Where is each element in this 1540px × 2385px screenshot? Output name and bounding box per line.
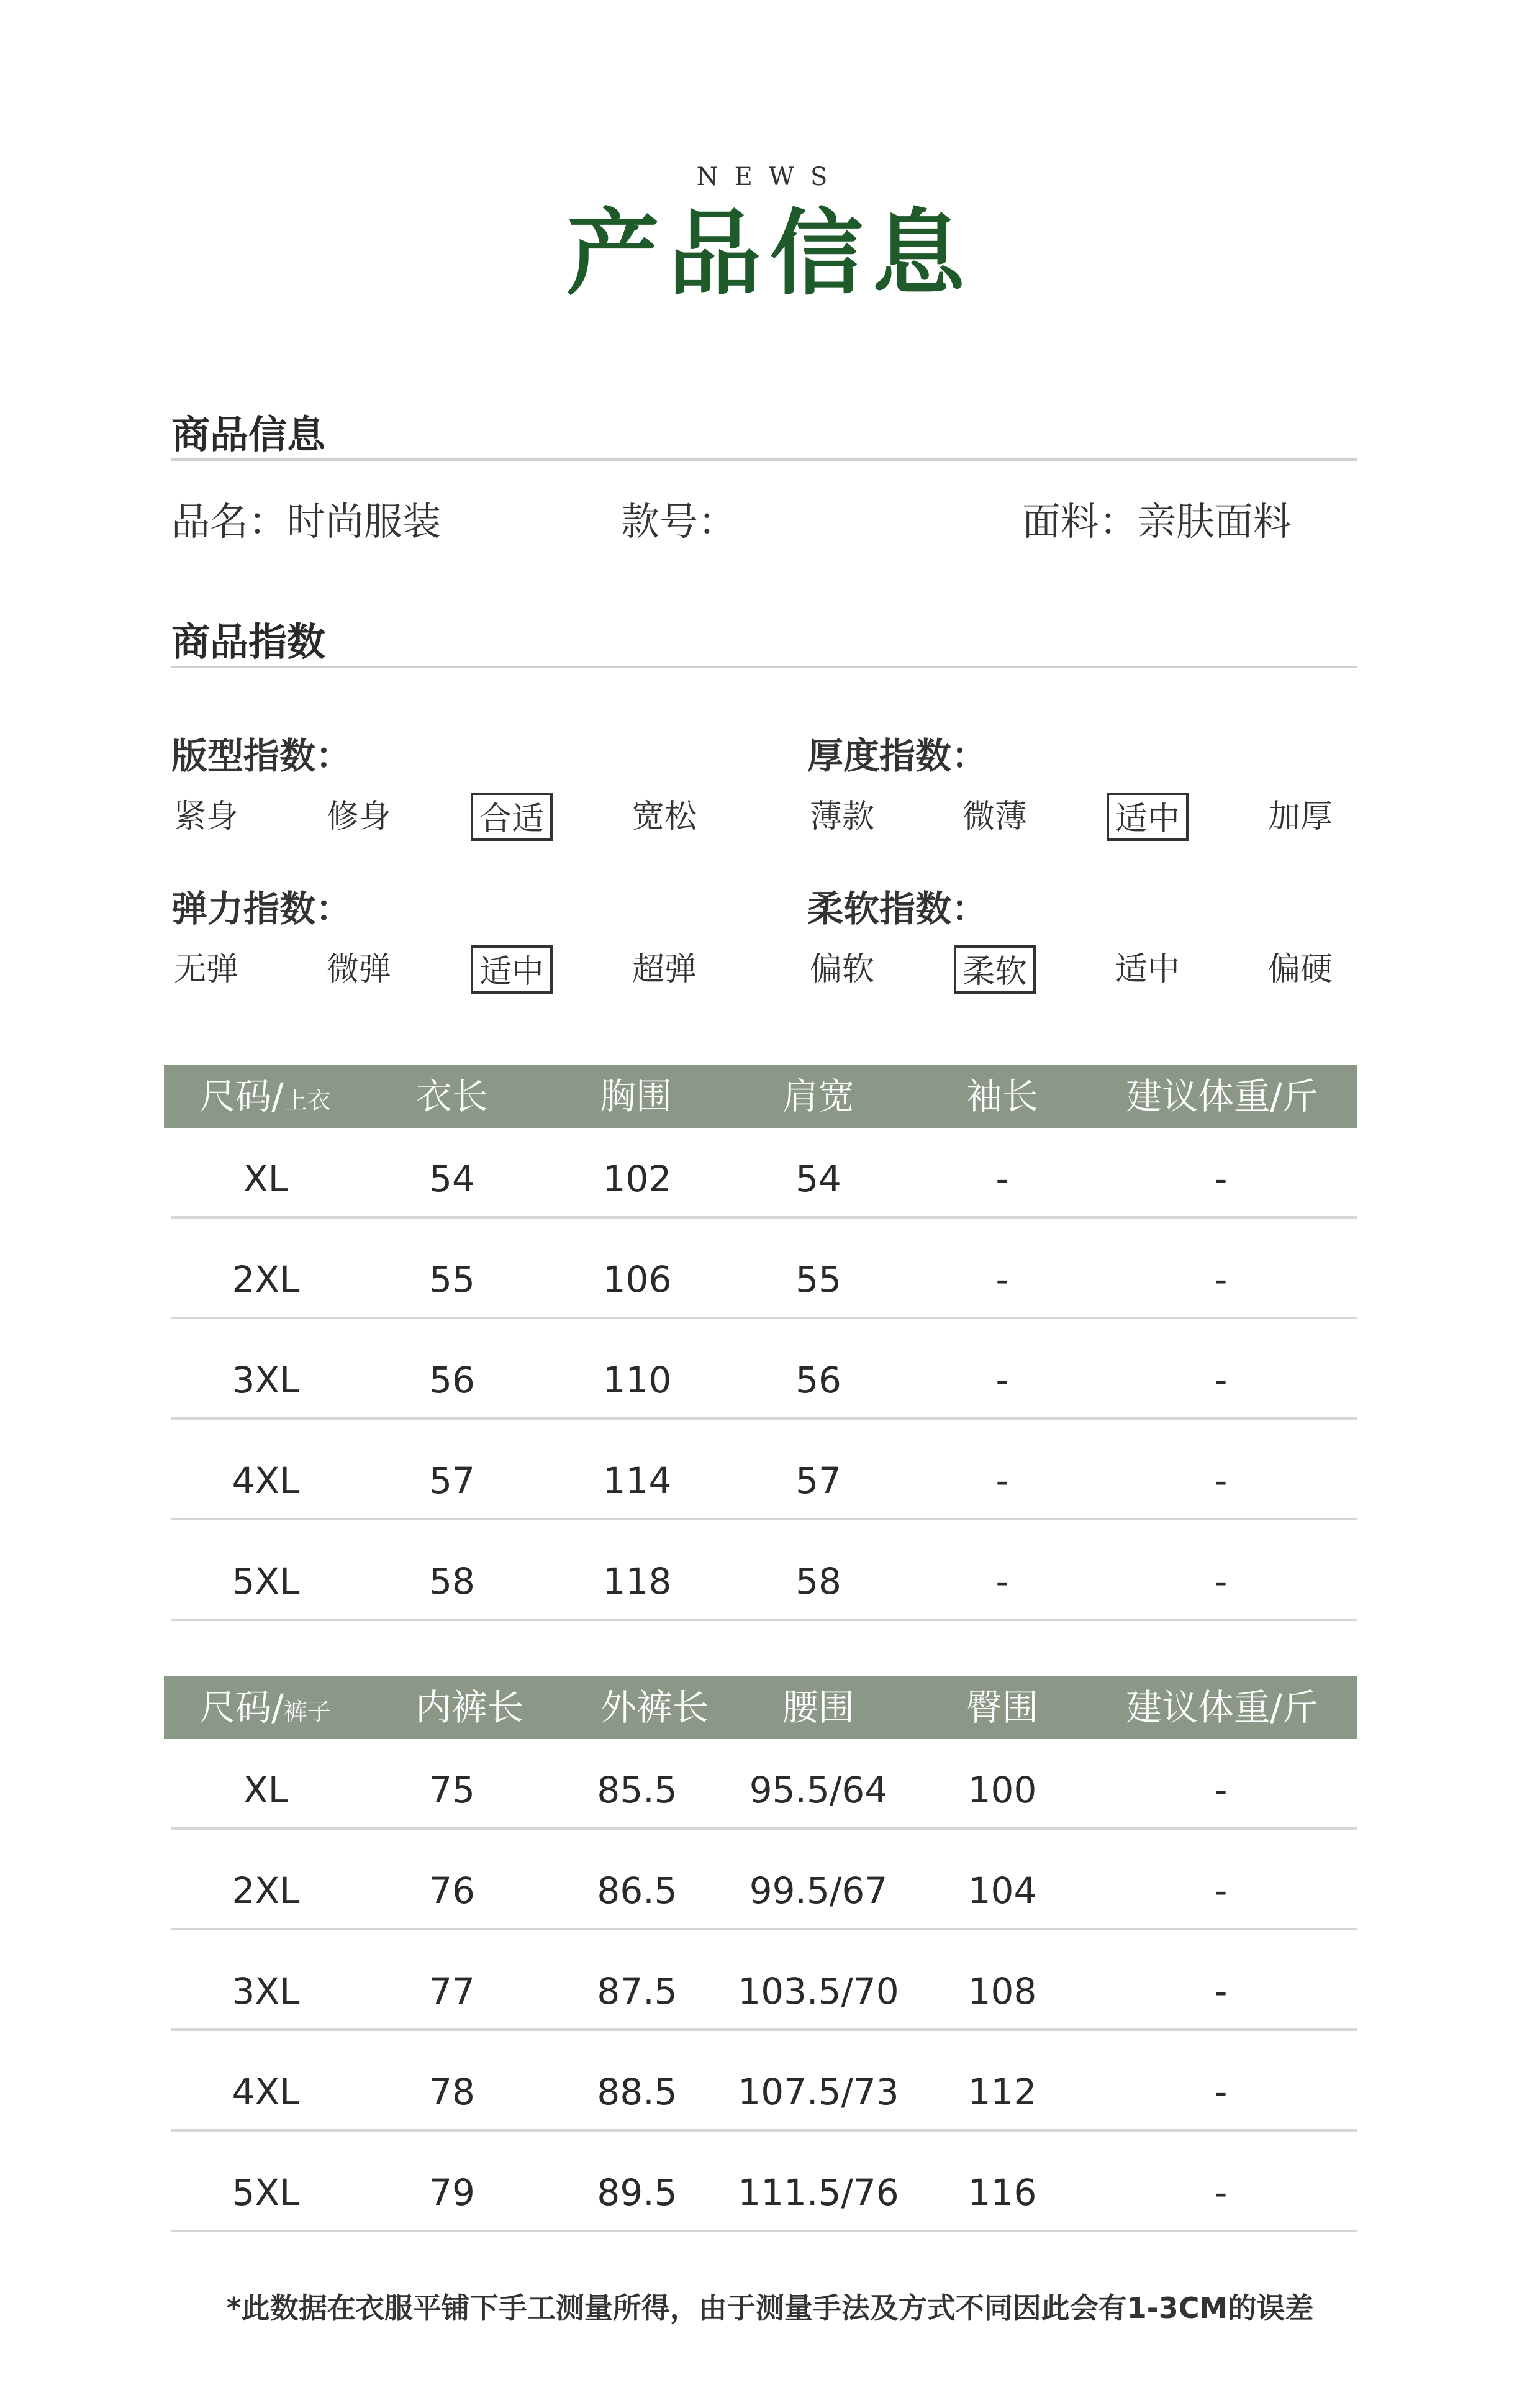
size-cell: XL <box>243 1158 289 1200</box>
column-header: 内裤长 <box>415 1686 523 1729</box>
table-cell: 56 <box>429 1359 475 1401</box>
index-option: 无弹 <box>173 951 238 988</box>
table-cell: - <box>1214 1258 1228 1301</box>
table-cell: - <box>995 1460 1009 1502</box>
table-cell: - <box>1214 1769 1228 1811</box>
table-cell: 110 <box>602 1359 672 1401</box>
row-divider <box>171 1928 1357 1930</box>
column-header: 臀围 <box>966 1686 1038 1729</box>
column-header: 建议体重/斤 <box>1126 1686 1318 1729</box>
index-option: 修身 <box>326 798 391 835</box>
table-cell: 57 <box>429 1460 475 1502</box>
index-group-title: 版型指数： <box>171 735 352 777</box>
index-option: 宽松 <box>632 798 697 835</box>
index-option: 薄款 <box>809 798 874 835</box>
index-option: 微薄 <box>962 798 1027 835</box>
size-cell: 2XL <box>232 1258 300 1301</box>
size-cell: XL <box>243 1769 289 1811</box>
size-cell: 3XL <box>232 1970 300 2012</box>
table-cell: 79 <box>429 2171 475 2214</box>
index-group-title: 柔软指数： <box>807 888 988 930</box>
table-cell: 54 <box>429 1158 475 1200</box>
index-option: 紧身 <box>173 798 238 835</box>
column-header: 肩宽 <box>782 1075 854 1117</box>
table-cell: 107.5/73 <box>738 2071 899 2113</box>
index-option-selected: 柔软 <box>954 945 1036 994</box>
table-cell: 103.5/70 <box>738 1970 899 2012</box>
column-header: 袖长 <box>966 1075 1038 1117</box>
table-cell: - <box>995 1359 1009 1401</box>
table-cell: 76 <box>429 1869 475 1912</box>
size-cell: 4XL <box>232 2071 300 2113</box>
table-cell: - <box>1214 1359 1228 1401</box>
row-divider <box>171 1619 1357 1621</box>
product-index-title: 商品指数 <box>171 619 326 665</box>
pants-table-header <box>164 1676 1357 1739</box>
divider <box>171 666 1357 668</box>
table-cell: 75 <box>429 1769 475 1811</box>
table-cell: - <box>995 1258 1009 1301</box>
product-info-title: 商品信息 <box>171 412 326 457</box>
column-header: 建议体重/斤 <box>1126 1075 1318 1117</box>
size-column-header: 尺码/裤子 <box>199 1686 331 1729</box>
table-cell: - <box>1214 2171 1228 2214</box>
table-cell: - <box>995 1560 1009 1602</box>
page-title: 产品信息 <box>566 199 974 308</box>
news-eyebrow: NEWS <box>696 163 844 191</box>
index-option-selected: 合适 <box>471 793 553 841</box>
table-cell: 57 <box>795 1460 841 1502</box>
column-header: 腰围 <box>782 1686 854 1729</box>
index-group-title: 厚度指数： <box>807 735 988 777</box>
size-cell: 2XL <box>232 1869 300 1912</box>
table-cell: - <box>1214 1560 1228 1602</box>
index-option: 适中 <box>1115 951 1180 988</box>
row-divider <box>171 2028 1357 2031</box>
table-cell: 104 <box>967 1869 1037 1912</box>
table-cell: 88.5 <box>597 2071 677 2113</box>
table-cell: 86.5 <box>597 1869 677 1912</box>
table-cell: 56 <box>795 1359 841 1401</box>
index-group-title: 弹力指数： <box>171 888 352 930</box>
table-cell: - <box>1214 1460 1228 1502</box>
table-cell: - <box>1214 1158 1228 1200</box>
table-cell: 89.5 <box>597 2171 677 2214</box>
index-option: 超弹 <box>632 951 697 988</box>
size-cell: 4XL <box>232 1460 300 1502</box>
index-option-selected: 适中 <box>471 945 553 994</box>
table-cell: 58 <box>795 1560 841 1602</box>
index-option: 加厚 <box>1267 798 1333 835</box>
size-cell: 5XL <box>232 2171 300 2214</box>
table-cell: 99.5/67 <box>749 1869 888 1912</box>
table-cell: 106 <box>602 1258 672 1301</box>
table-cell: 58 <box>429 1560 475 1602</box>
table-cell: 54 <box>795 1158 841 1200</box>
table-cell: - <box>1214 1970 1228 2012</box>
table-cell: 78 <box>429 2071 475 2113</box>
table-cell: 77 <box>429 1970 475 2012</box>
divider <box>171 458 1357 461</box>
footnote: *此数据在衣服平铺下手工测量所得，由于测量手法及方式不同因此会有1-3CM的误差 <box>226 2291 1314 2325</box>
table-cell: - <box>995 1158 1009 1200</box>
index-option-selected: 适中 <box>1107 793 1189 841</box>
table-cell: 116 <box>967 2171 1037 2214</box>
table-cell: 100 <box>967 1769 1037 1811</box>
size-column-header: 尺码/上衣 <box>199 1075 331 1117</box>
table-cell: - <box>1214 2071 1228 2113</box>
style-number: 款号： <box>621 499 737 544</box>
index-option: 偏硬 <box>1267 951 1333 988</box>
table-cell: 95.5/64 <box>749 1769 888 1811</box>
column-header: 胸围 <box>599 1075 672 1117</box>
row-divider <box>171 1518 1357 1520</box>
row-divider <box>171 1216 1357 1219</box>
fabric: 面料：亲肤面料 <box>1022 499 1292 544</box>
index-option: 偏软 <box>809 951 874 988</box>
table-cell: - <box>1214 1869 1228 1912</box>
column-header: 外裤长 <box>600 1686 709 1729</box>
top-table-header <box>164 1065 1357 1128</box>
row-divider <box>171 2230 1357 2232</box>
size-cell: 3XL <box>232 1359 300 1401</box>
row-divider <box>171 2129 1357 2132</box>
table-cell: 111.5/76 <box>738 2171 899 2214</box>
row-divider <box>171 1317 1357 1319</box>
table-cell: 55 <box>429 1258 475 1301</box>
row-divider <box>171 1827 1357 1830</box>
row-divider <box>171 1417 1357 1420</box>
table-cell: 118 <box>602 1560 672 1602</box>
size-cell: 5XL <box>232 1560 300 1602</box>
table-cell: 114 <box>602 1460 672 1502</box>
table-cell: 55 <box>795 1258 841 1301</box>
table-cell: 85.5 <box>597 1769 677 1811</box>
product-name: 品名：时尚服装 <box>171 499 442 544</box>
table-cell: 108 <box>967 1970 1037 2012</box>
index-option: 微弹 <box>326 951 391 988</box>
table-cell: 112 <box>967 2071 1037 2113</box>
column-header: 衣长 <box>415 1075 488 1117</box>
table-cell: 102 <box>602 1158 672 1200</box>
table-cell: 87.5 <box>597 1970 677 2012</box>
